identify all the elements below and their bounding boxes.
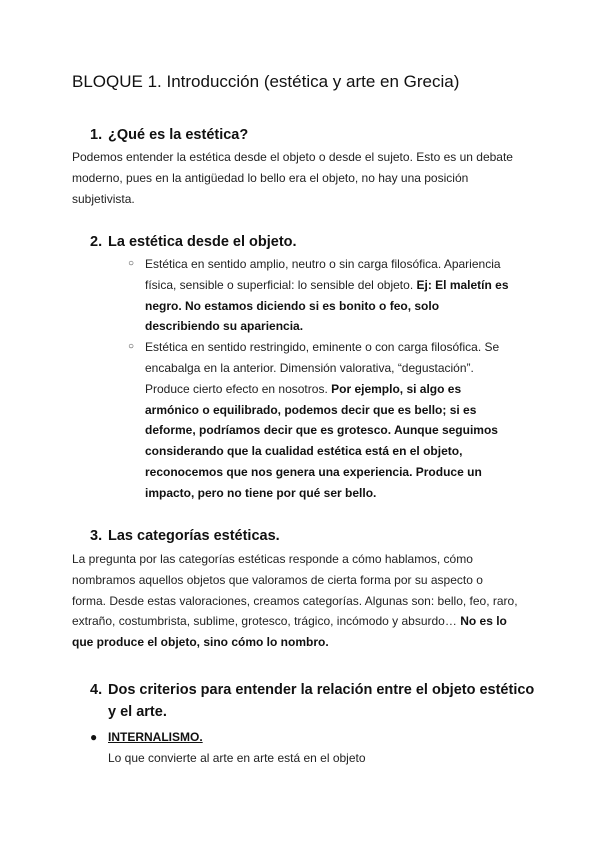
section-heading-text: La estética desde el objeto. xyxy=(108,234,297,250)
section-3-paragraph xyxy=(72,549,520,653)
section-1-heading xyxy=(90,124,248,146)
list-item xyxy=(128,337,517,503)
list-item-emphasis: Por ejemplo, si algo es armónico o equilibrado, podemos decir que es bello; si es deforme, podríamos decir que es grotesco. Aunque seguimos considerando que la cualidad estética está en el objeto, reconocemos que nos genera una experiencia. Produce un impacto, pero no tiene por qué ser bello. xyxy=(145,381,498,500)
bullet-description: Lo que convierte al arte en arte está en el objeto xyxy=(108,751,366,765)
bullet-label: INTERNALISMO. xyxy=(108,730,203,744)
list-item-text: Estética en sentido amplio, neutro o sin carga filosófica. Apariencia física, sensible o superficial: lo sensible del objeto. xyxy=(145,257,501,292)
section-1-paragraph: Podemos entender la estética desde el objeto o desde el sujeto. Esto es un debate moderno, pues en la antigüedad lo bello era el objeto, no hay una posición subjetivista. xyxy=(72,150,513,206)
section-heading-line1: Dos criterios para entender la relación entre el objeto estético xyxy=(108,682,535,698)
section-4-heading xyxy=(90,679,534,723)
section-number: 1. xyxy=(90,127,103,143)
section-number: 3. xyxy=(90,528,103,544)
disc-bullet-icon: ● xyxy=(90,730,98,744)
section-number: 2. xyxy=(90,234,103,250)
section-heading-text: Las categorías estéticas. xyxy=(108,528,280,544)
section-2-list xyxy=(128,254,517,504)
section-heading-text: ¿Qué es la estética? xyxy=(108,127,249,143)
circle-bullet-icon: ○ xyxy=(128,341,135,353)
circle-bullet-icon: ○ xyxy=(128,258,135,269)
section-2-heading xyxy=(90,231,297,253)
list-item xyxy=(128,254,517,337)
paragraph-text: La pregunta por las categorías estéticas responde a cómo hablamos, cómo nombramos aquellos objetos que valoramos de cierta forma por su aspecto o forma. Desde estas valoraciones, creamos categorías. Algunas son: bello, feo, raro, extraño, costumbrista, sublime, grotesco, trágico, incómodo y absurdo… xyxy=(72,552,518,629)
section-3-heading xyxy=(90,525,280,547)
list-item-text: Estética en sentido restringido, eminente o con carga filosófica. Se encabalga en la anterior. Dimensión valorativa, “degustación”. Produce cierto efecto en nosotros. xyxy=(145,340,500,396)
section-number: 4. xyxy=(90,682,103,698)
paragraph-emphasis: No es lo que produce el objeto, sino cómo lo nombro. xyxy=(72,614,507,650)
list-item-emphasis: Ej: El maletín es negro. No estamos diciendo si es bonito o feo, solo describiendo su apariencia. xyxy=(145,277,509,334)
section-heading-line2: y el arte. xyxy=(108,704,167,720)
page-title: BLOQUE 1. Introducción (estética y arte en Grecia) xyxy=(72,72,460,91)
